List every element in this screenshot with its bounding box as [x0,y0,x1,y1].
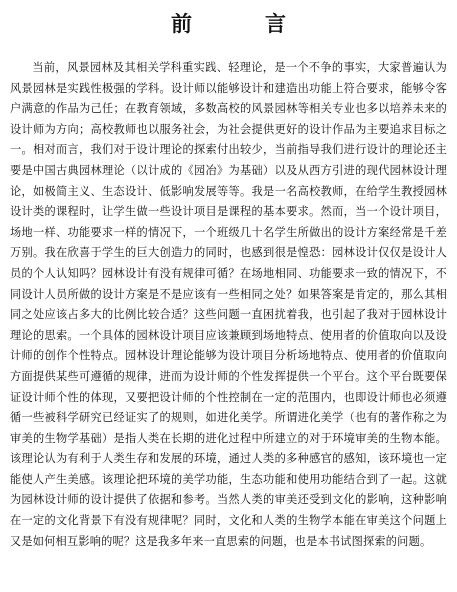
preface-paragraph: 当前，风景园林及其相关学科重实践、轻理论，是一个不争的事实，大家普遍认为风景园林是实践性极强的学科。设计师以能够设计和建造出功能上符合要求，能够令客户满意的作品为己任；在教育领域，多数高校的风景园林等相关专业也多以培养未来的设计师为方向；高校教师也以服务社会，为社会提供更好的设计作品为主要追求目标之一。相对而言，我们对于设计理论的探索付出较少，当前指导我们进行设计的理论还主要是中国古典园林理论（以计成的《园冶》为基础）以及从西方引进的现代园林设计理论，如极简主义、生态设计、低影响发展等等。我是一名高校教师，在给学生教授园林设计类的课程时，让学生做一些设计项目是课程的基本要求。然而，当一个设计项目，场地一样、功能要求一样的情况下，一个班级几十名学生所做出的设计方案经常是千差万别。我在欣喜于学生的巨大创造力的同时，也感到很是惶恐：园林设计仅仅是设计人员的个人认知吗？园林设计有没有规律可循？在场地相同、功能要求一致的情况下，不同设计人员所做的设计方案是不是应该有一些相同之处？如果答案是肯定的，那么其相同之处应该占多大的比例比较合适？这些问题一直困扰着我，也引起了我对于园林设计理论的思索。一个具体的园林设计项目应该兼顾到场地特点、使用者的价值取向以及设计师的创作个性特点。园林设计理论能够为设计项目分析场地特点、使用者的价值取向方面提供某些可遵循的规律，进而为设计师的个性发挥提供一个平台。这个平台既要保证设计师个性的体现，又要把设计师的个性控制在一定的范围内，也即设计师也必须遵循一些被科学研究已经证实了的规则，如进化美学。所谓进化美学（也有的著作称之为审美的生物学基础）是指人类在长期的进化过程中所建立的对于环境审美的生物本能。该理论认为有利于人类生存和发展的环境，通过人类的多种感官的感知，该环境也一定能使人产生美感。该理论把环境的美学功能，生态功能和使用功能结合到了一起。这就为园林设计师的设计提供了依据和参考。当然人类的审美还受到文化的影响，这种影响在一定的文化背景下有没有规律呢？同时，文化和人类的生物学本能在审美这个问题上又是如何相互影响的呢？这是我多年来一直思索的问题，也是本书试图探索的问题。 [10,61,447,548]
page-title: 前 言 [171,12,312,36]
